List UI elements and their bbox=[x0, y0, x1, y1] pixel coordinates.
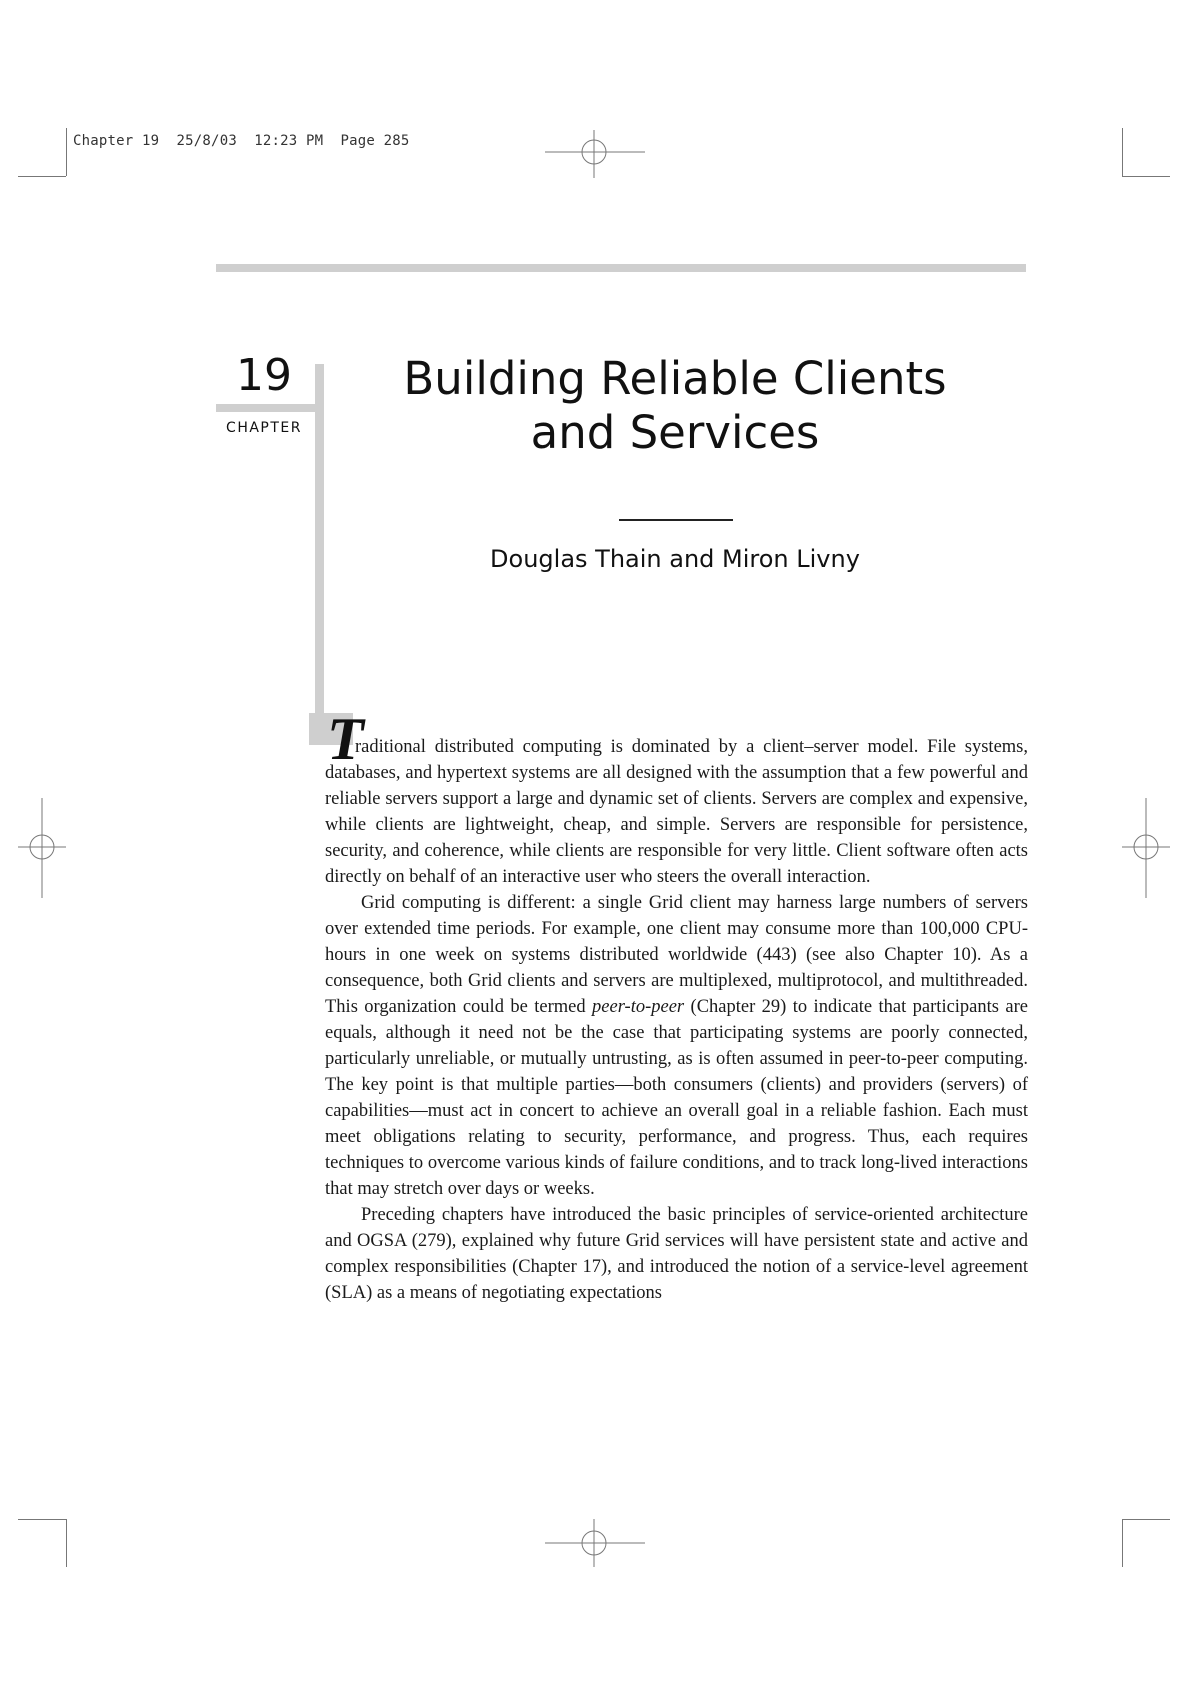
chapter-number-underline bbox=[216, 404, 316, 412]
paragraph-1 bbox=[325, 734, 1028, 890]
paragraph-2 bbox=[325, 890, 1028, 1202]
printer-slug: Chapter 19 25/8/03 12:23 PM Page 285 bbox=[73, 133, 410, 149]
registration-mark-right-icon bbox=[1122, 798, 1172, 898]
crop-mark-bottom-right-horizontal bbox=[1122, 1519, 1170, 1520]
paragraph-3: Preceding chapters have introduced the basic principles of service-oriented architecture and OGSA (279), explained why future Grid services will have persistent state and active and complex responsibilities (Chapter 17), and introduced the notion of a service-level agreement (SLA) as a means of negotiating expectations bbox=[325, 1205, 1028, 1303]
chapter-title: Building Reliable Clients and Services bbox=[403, 352, 947, 459]
paragraph-2-text-a: Grid computing is different: a single Grid client may harness large numbers of servers over extended time periods. For example, one client may consume more than 100,000 CPU-hours in one week on systems distributed worldwide (443) (see also Chapter 10). As a consequence, both Grid clients and servers are multiplexed, multiprotocol, and multithreaded. This organization could be termed bbox=[325, 893, 1028, 1017]
registration-mark-left-icon bbox=[16, 798, 66, 898]
chapter-top-bar bbox=[216, 264, 1026, 272]
body-text bbox=[325, 734, 1028, 1306]
crop-mark-top-left-horizontal bbox=[18, 176, 66, 177]
crop-mark-bottom-left-vertical bbox=[66, 1519, 67, 1567]
crop-mark-top-left-vertical bbox=[66, 128, 67, 176]
crop-mark-top-right-horizontal bbox=[1122, 176, 1170, 177]
chapter-label: CHAPTER bbox=[226, 420, 302, 436]
drop-cap: T bbox=[327, 706, 364, 772]
crop-mark-bottom-right-vertical bbox=[1122, 1519, 1123, 1567]
chapter-vertical-bar bbox=[315, 364, 324, 744]
registration-mark-top-icon bbox=[545, 130, 645, 180]
paragraph-2-emphasis: peer-to-peer bbox=[592, 997, 685, 1017]
chapter-authors: Douglas Thain and Miron Livny bbox=[490, 545, 860, 573]
paragraph-2-text-b: (Chapter 29) to indicate that participants are equals, although it need not be the case that participating systems are poorly connected, particularly unreliable, or mutually untrusting, as is often assumed in peer-to-peer computing. The key point is that multiple parties—both consumers (clients) and providers (servers) of capabilities—must act in concert to achieve an overall goal in a reliable fashion. Each must meet obligations relating to security, performance, and progress. Thus, each requires techniques to overcome various kinds of failure conditions, and to track long-lived interactions that may stretch over days or weeks. bbox=[325, 997, 1028, 1199]
registration-mark-bottom-icon bbox=[545, 1517, 645, 1567]
paragraph-1-text: raditional distributed computing is dominated by a client–server model. File systems, databases, and hypertext systems are all designed with the assumption that a few powerful and reliable servers support a large and dynamic set of clients. Servers are complex and expensive, while clients are lightweight, cheap, and simple. Servers are responsible for persistence, security, and coherence, while clients are responsible for very little. Client software often acts directly on behalf of an interactive user who steers the overall interaction. bbox=[325, 737, 1028, 887]
title-rule bbox=[619, 519, 733, 521]
crop-mark-top-right-vertical bbox=[1122, 128, 1123, 176]
crop-mark-bottom-left-horizontal bbox=[18, 1519, 66, 1520]
chapter-number: 19 bbox=[236, 350, 292, 401]
